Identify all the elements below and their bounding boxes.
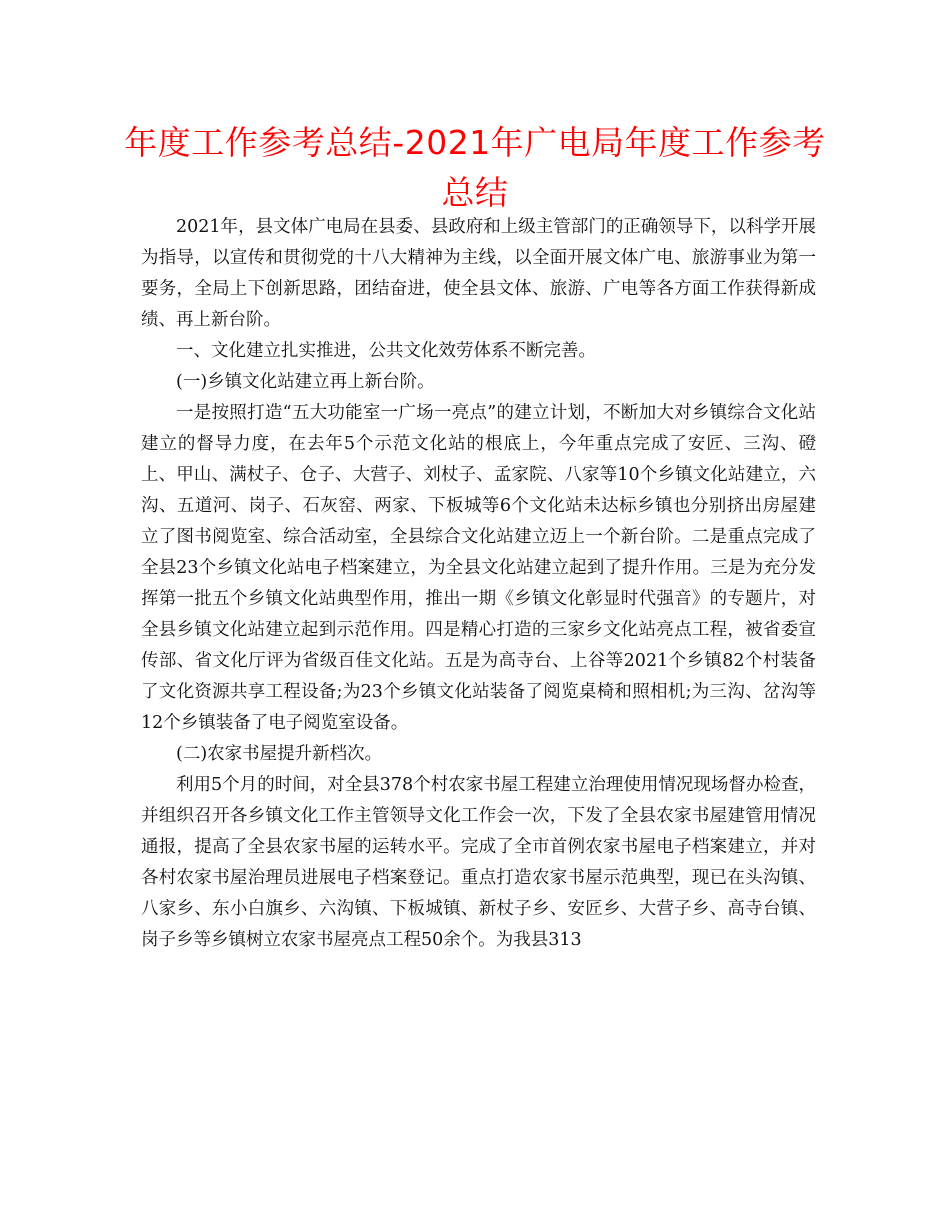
heading-section-1: 一、文化建立扎实推进，公共文化效劳体系不断完善。 [176,341,596,361]
paragraph-intro: 2021年，县文体广电局在县委、县政府和上级主管部门的正确领导下，以科学开展为指导，以宣传和贯彻党的十八大精神为主线，以全面开展文体广电、旅游事业为第一要务，全局上下创新思路，团结奋进，使全县文体、旅游、广电等各方面工作获得新成绩、再上新台阶。 [141,217,816,330]
document-body [141,212,816,956]
document-title: 年度工作参考总结-2021年广电局年度工作参考总结 [124,123,826,212]
heading-subsection-1: (一)乡镇文化站建立再上新台阶。 [176,372,435,392]
heading-subsection-2: (二)农家书屋提升新档次。 [176,744,383,764]
paragraph-culture-stations: 一是按照打造“五大功能室一广场一亮点”的建立计划，不断加大对乡镇综合文化站建立的督导力度，在去年5个示范文化站的根底上，今年重点完成了安匠、三沟、磴上、甲山、满杖子、仓子、大营子、刘杖子、孟家院、八家等10个乡镇文化站建立，六沟、五道河、岗子、石灰窑、两家、下板城等6个文化站未达标乡镇也分别挤出房屋建立了图书阅览室、综合活动室，全县综合文化站建立迈上一个新台阶。二是重点完成了全县23个乡镇文化站电子档案建立，为全县文化站建立起到了提升作用。三是为充分发挥第一批五个乡镇文化站典型作用，推出一期《乡镇文化彰显时代强音》的专题片，对全县乡镇文化站建立起到示范作用。四是精心打造的三家乡文化站亮点工程，被省委宣传部、省文化厅评为省级百佳文化站。五是为高寺台、上谷等2021个乡镇82个村装备了文化资源共享工程设备;为23个乡镇文化站装备了阅览桌椅和照相机;为三沟、岔沟等12个乡镇装备了电子阅览室设备。 [141,403,816,733]
paragraph-farmhouse-libraries: 利用5个月的时间，对全县378个村农家书屋工程建立治理使用情况现场督办检查，并组织召开各乡镇文化工作主管领导文化工作会一次，下发了全县农家书屋建管用情况通报，提高了全县农家书屋的运转水平。完成了全市首例农家书屋电子档案建立，并对各村农家书屋治理员进展电子档案登记。重点打造农家书屋示范典型，现已在头沟镇、八家乡、东小白旗乡、六沟镇、下板城镇、新杖子乡、安匠乡、大营子乡、高寺台镇、岗子乡等乡镇树立农家书屋亮点工程50余个。为我县313 [141,775,816,950]
